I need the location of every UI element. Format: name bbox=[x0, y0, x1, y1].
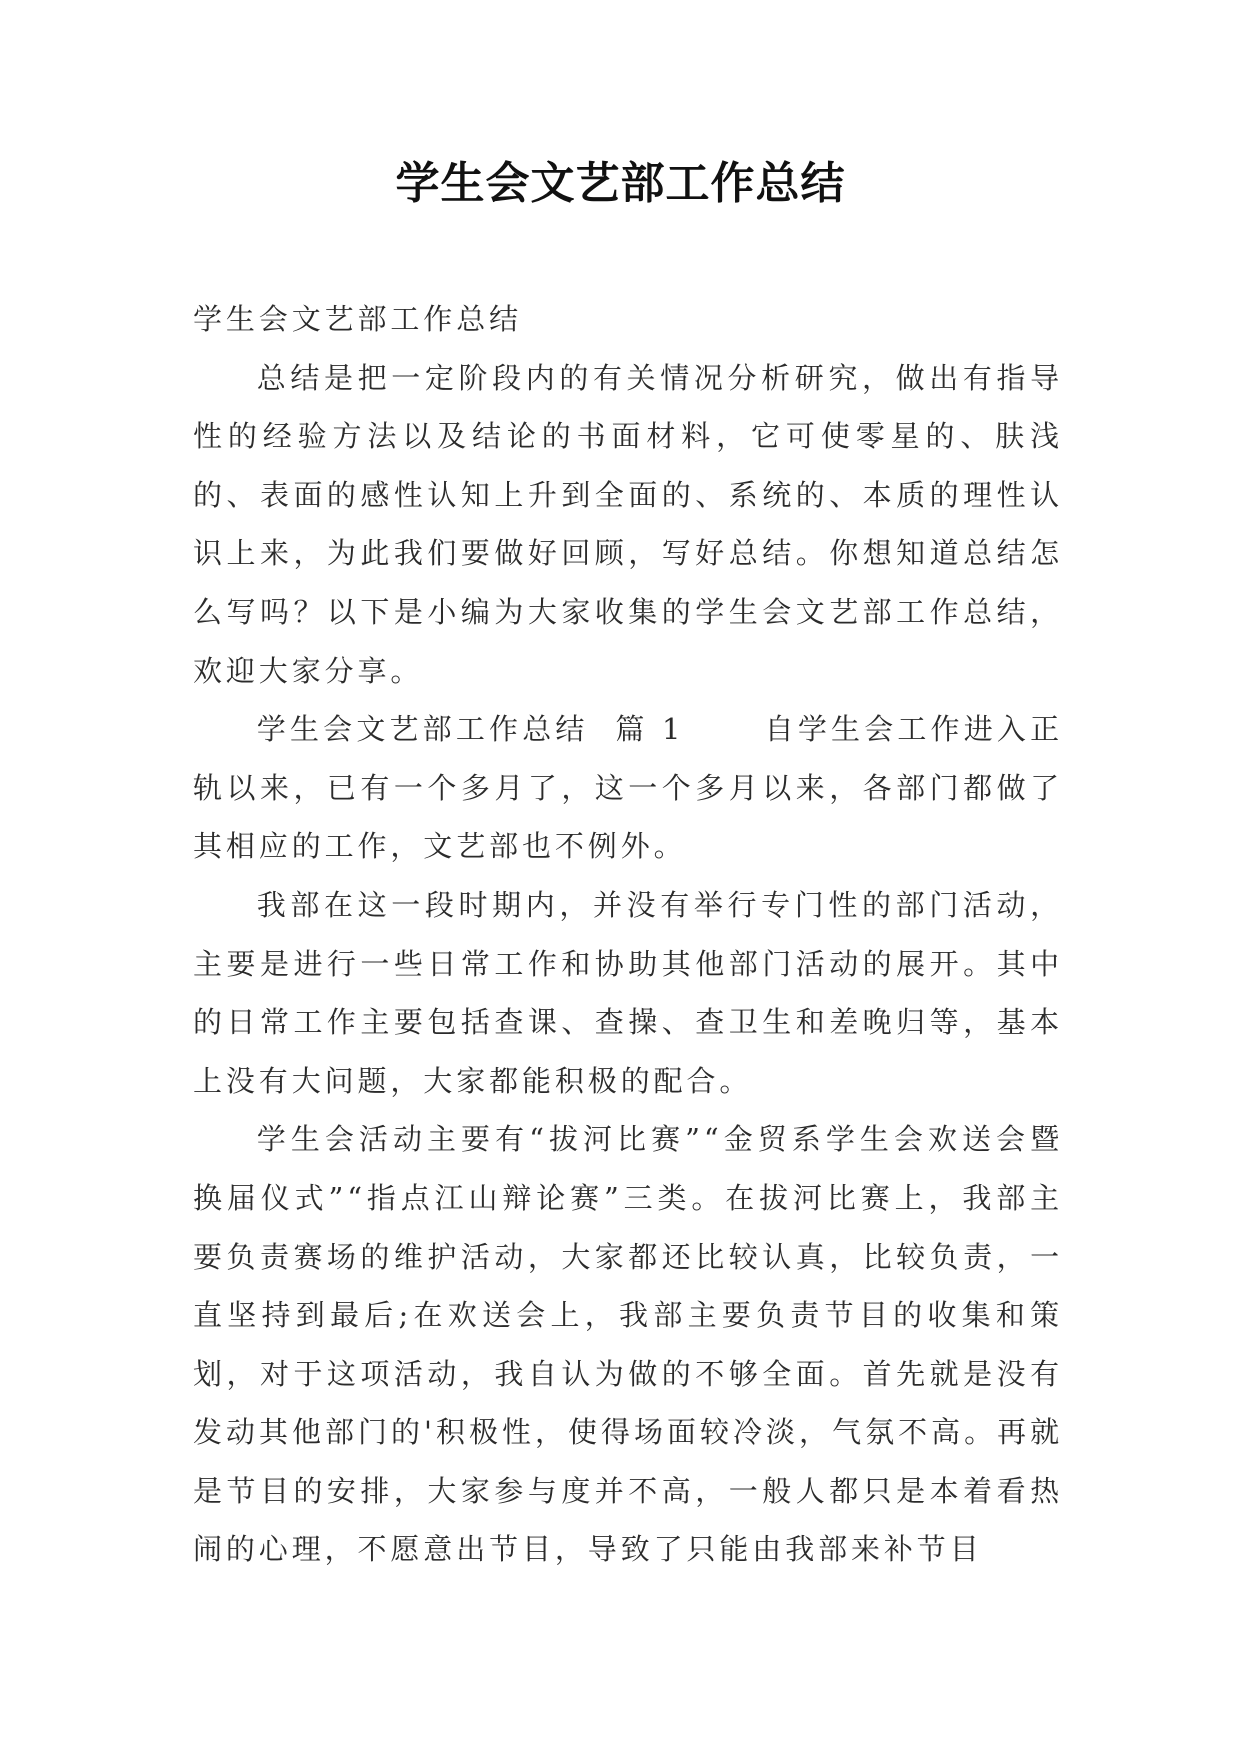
body-paragraph-daily-work: 我部在这一段时期内，并没有举行专门性的部门活动，主要是进行一些日常工作和协助其他部门活动的展开。其中的日常工作主要包括查课、查操、查卫生和差晚归等，基本上没有大问题，大家都能积极的配合。 bbox=[193, 887, 1063, 1098]
document-body bbox=[193, 290, 1063, 1579]
section-heading-paragraph: 学生会文艺部工作总结 篇 1 自学生会工作进入正轨以来，已有一个多月了，这一个多月以来，各部门都做了其相应的工作，文艺部也不例外。 bbox=[193, 712, 1063, 864]
subtitle-line: 学生会文艺部工作总结 bbox=[193, 302, 523, 336]
document-title: 学生会文艺部工作总结 bbox=[395, 158, 846, 209]
intro-paragraph: 总结是把一定阶段内的有关情况分析研究，做出有指导性的经验方法以及结论的书面材料，它可使零星的、肤浅的、表面的感性认知上升到全面的、系统的、本质的理性认识上来，为此我们要做好回顾，写好总结。你想知道总结怎么写吗？以下是小编为大家收集的学生会文艺部工作总结，欢迎大家分享。 bbox=[193, 360, 1063, 688]
body-paragraph-activities: 学生会活动主要有“拔河比赛”“金贸系学生会欢送会暨换届仪式”“指点江山辩论赛”三类。在拔河比赛上，我部主要负责赛场的维护活动，大家都还比较认真，比较负责，一直坚持到最后;在欢送会上，我部主要负责节目的收集和策划，对于这项活动，我自认为做的不够全面。首先就是没有发动其他部门的'积极性，使得场面较冷淡，气氛不高。再就是节目的安排，大家参与度并不高，一般人都只是本着看热闹的心理，不愿意出节目，导致了只能由我部来补节目 bbox=[193, 1122, 1063, 1567]
